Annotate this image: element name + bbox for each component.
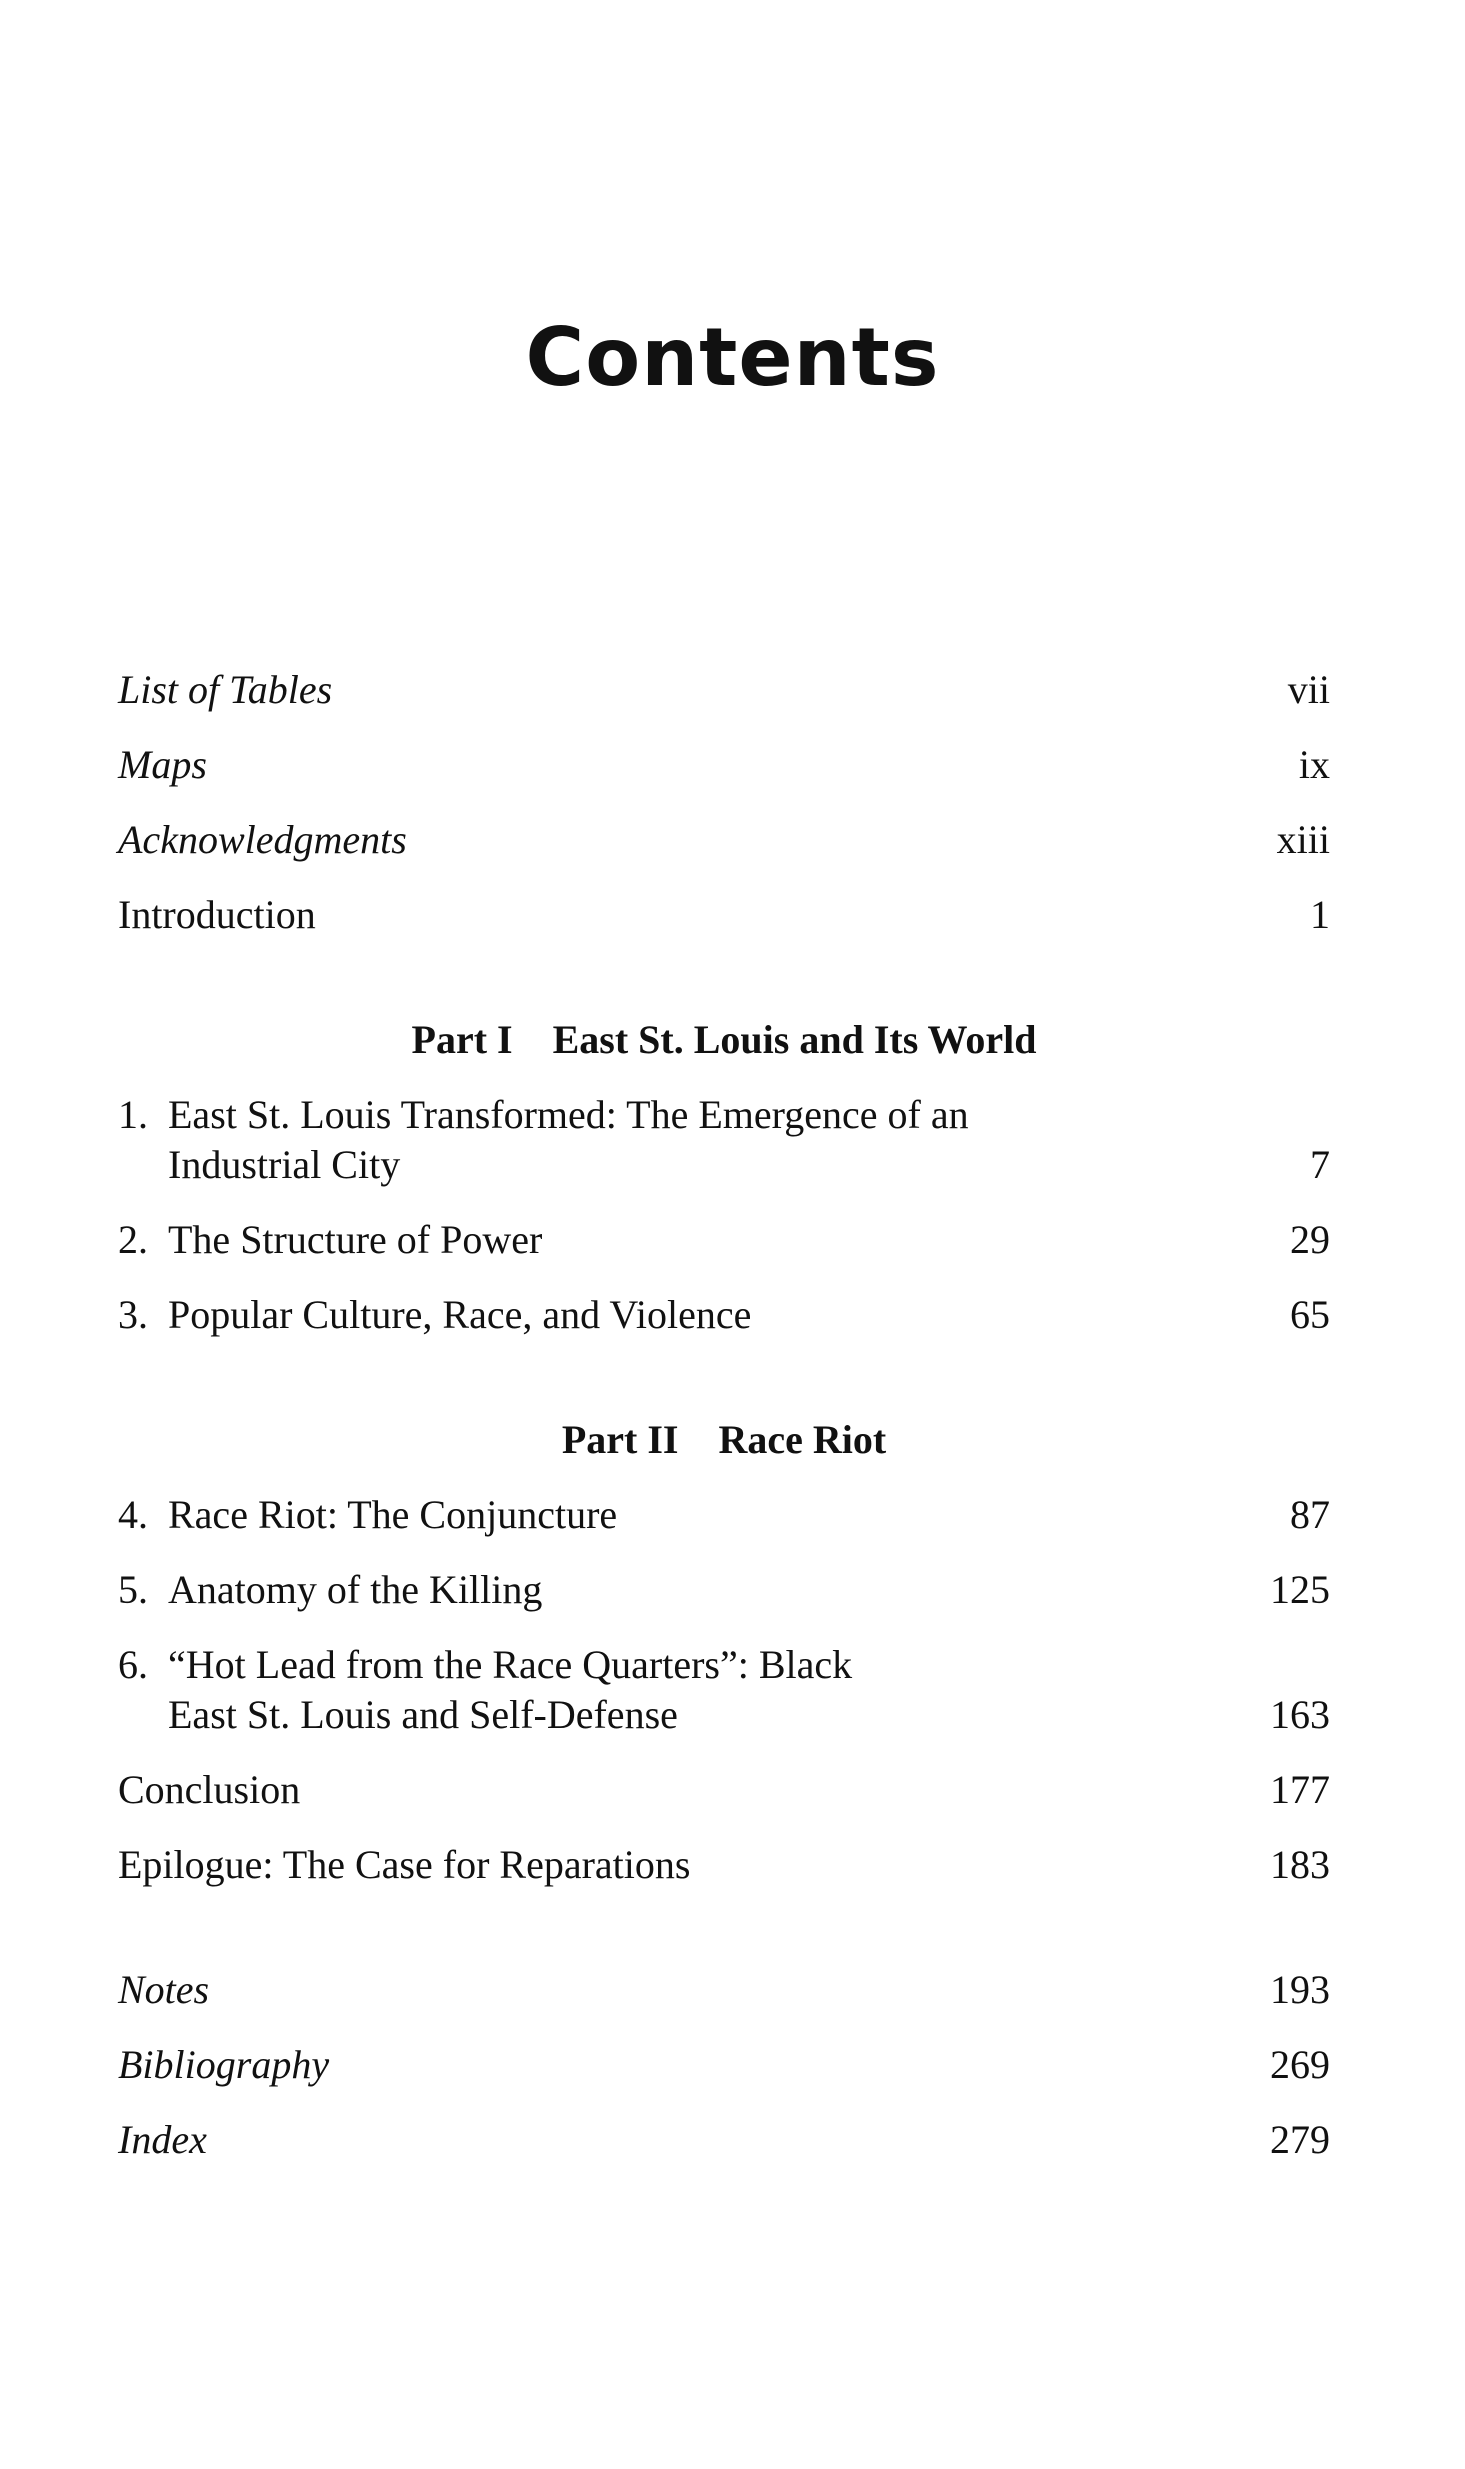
toc-entry-page: ix	[1298, 742, 1330, 787]
toc-entry-page: 177	[1270, 1767, 1330, 1812]
chapter-number: 6.	[118, 1642, 148, 1687]
toc-entry-acknowledgments	[118, 815, 1330, 865]
chapter-title: Popular Culture, Race, and Violence	[168, 1292, 752, 1337]
toc-entry-maps	[118, 740, 1330, 790]
toc-entry-page: 183	[1270, 1842, 1330, 1887]
toc-entry-page: 279	[1270, 2117, 1330, 2162]
chapter-number: 3.	[118, 1292, 148, 1337]
toc-entry-epilogue	[118, 1840, 1330, 1890]
part-label: Part II	[561, 1417, 679, 1462]
toc-entry-introduction	[118, 890, 1330, 940]
part-title: Race Riot	[718, 1417, 887, 1462]
chapter-title-line-1: East St. Louis Transformed: The Emergence of an	[168, 1092, 969, 1137]
toc-entry-chapter-5	[118, 1565, 1330, 1615]
chapter-title-line-2: Industrial City	[168, 1142, 401, 1187]
chapter-number: 4.	[118, 1492, 148, 1537]
toc-entry-page: vii	[1287, 667, 1330, 712]
toc-entry-label: Bibliography	[118, 2042, 330, 2087]
page-title: Contents	[525, 311, 940, 404]
toc-entry-page: 269	[1270, 2042, 1330, 2087]
toc-entry-page: 7	[1310, 1142, 1330, 1187]
toc-entry-conclusion	[118, 1765, 1330, 1815]
toc-entry-page: 29	[1290, 1217, 1330, 1262]
chapter-number: 5.	[118, 1567, 148, 1612]
toc-entry-index	[118, 2115, 1330, 2165]
toc-entry-list-of-tables	[118, 665, 1330, 715]
toc-entry-label: Epilogue: The Case for Reparations	[118, 1842, 691, 1887]
toc-entry-label: Acknowledgments	[118, 817, 407, 862]
toc-entry-page: 125	[1270, 1567, 1330, 1612]
toc-entry-chapter-3	[118, 1290, 1330, 1340]
toc-entry-page: 1	[1310, 892, 1330, 937]
toc-entry-label: List of Tables	[118, 667, 333, 712]
chapter-title-line-1: “Hot Lead from the Race Quarters”: Black	[168, 1642, 853, 1687]
part-1-heading	[118, 1015, 1330, 1065]
toc-entry-chapter-1	[118, 1090, 1330, 1190]
chapter-number: 2.	[118, 1217, 148, 1262]
toc-entry-page: 193	[1270, 1967, 1330, 2012]
part-2-heading	[118, 1415, 1330, 1465]
toc-entry-chapter-6	[118, 1640, 1330, 1740]
toc-entry-label: Index	[118, 2117, 207, 2162]
toc-entry-bibliography	[118, 2040, 1330, 2090]
toc-entry-label: Conclusion	[118, 1767, 301, 1812]
chapter-number: 1.	[118, 1092, 148, 1137]
toc-entry-chapter-4	[118, 1490, 1330, 1540]
chapter-title-line-2: East St. Louis and Self-Defense	[168, 1692, 678, 1737]
chapter-title: The Structure of Power	[168, 1217, 543, 1262]
part-title: East St. Louis and Its World	[552, 1017, 1037, 1062]
toc-entry-notes	[118, 1965, 1330, 2015]
toc-entry-page: 163	[1270, 1692, 1330, 1737]
toc-entry-label: Maps	[118, 742, 207, 787]
toc-entry-page: 65	[1290, 1292, 1330, 1337]
chapter-title: Anatomy of the Killing	[168, 1567, 543, 1612]
toc-entry-label: Introduction	[118, 892, 316, 937]
toc-entry-chapter-2	[118, 1215, 1330, 1265]
part-label: Part I	[411, 1017, 513, 1062]
toc-entry-label: Notes	[118, 1967, 210, 2012]
toc-entry-page: xiii	[1276, 817, 1330, 862]
chapter-title: Race Riot: The Conjuncture	[168, 1492, 618, 1537]
toc-entry-page: 87	[1290, 1492, 1330, 1537]
